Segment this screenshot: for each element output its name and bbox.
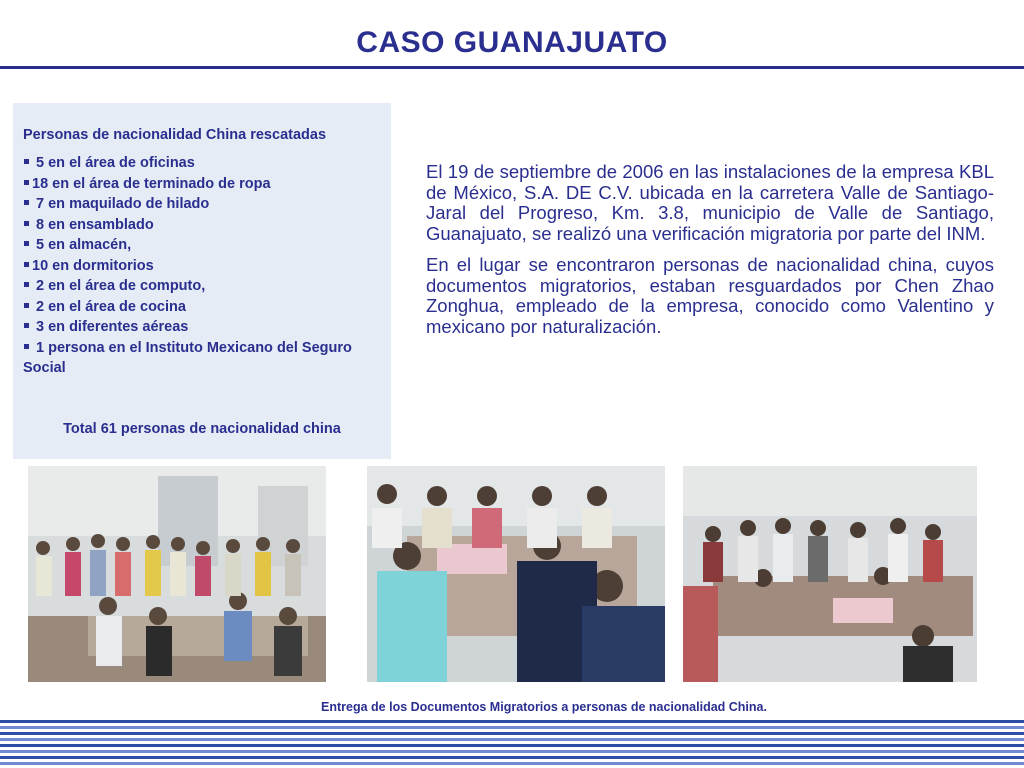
rescued-persons-box [13,103,391,459]
box-heading: Personas de nacionalidad China rescatadas [23,127,327,143]
bullet-square-icon [24,262,29,267]
list-item: 3 en diferentes aéreas [23,317,373,338]
group-of-people-standing-photo [28,466,326,682]
bullet-square-icon [24,241,29,246]
list-item: 18 en el área de terminado de ropa [23,174,373,195]
list-item: 1 persona en el Instituto Mexicano del Seguro Social [23,339,352,376]
bullet-square-icon [24,200,29,205]
list-item: 5 en el área de oficinas [23,153,373,174]
footer-stripes [0,720,1024,768]
list-item: 5 en almacén, [23,235,373,256]
photo-caption: Entrega de los Documentos Migratorios a personas de nacionalidad China. [321,700,767,714]
list-item: 2 en el área de cocina [23,297,373,318]
title-divider [0,66,1024,69]
people-at-table-photo [367,466,665,682]
page-title: CASO GUANAJUATO [356,26,668,59]
bullet-square-icon [24,282,29,287]
bullet-square-icon [24,221,29,226]
bullet-square-icon [24,159,29,164]
paragraph-1: El 19 de septiembre de 2006 en las instalaciones de la empresa KBL de México, S.A. DE C.V. ubicada en la carretera Valle de Santiago-Jaral del Progreso, Km. 3.8, municipio de Valle de Santiago, Guanajuato, se realizó una verificación migratoria por parte del INM. [426,161,994,244]
list-item: 2 en el área de computo, [23,276,373,297]
meeting-room-photo [683,466,977,682]
total-label: Total 61 personas de nacionalidad china [63,421,341,437]
bullet-square-icon [24,344,29,349]
list-item: 8 en ensamblado [23,215,373,236]
bullet-square-icon [24,303,29,308]
bullet-square-icon [24,180,29,185]
case-description [426,162,994,348]
paragraph-2: En el lugar se encontraron personas de nacionalidad china, cuyos documentos migratorios, estaban resguardados por Chen Zhao Zonghua, empleado de la empresa, conocido como Valentino y mexicano por naturalización. [426,254,994,337]
bullet-square-icon [24,323,29,328]
list-item: 10 en dormitorios [23,256,373,277]
list-item: 7 en maquilado de hilado [23,194,373,215]
rescued-list [23,153,373,379]
